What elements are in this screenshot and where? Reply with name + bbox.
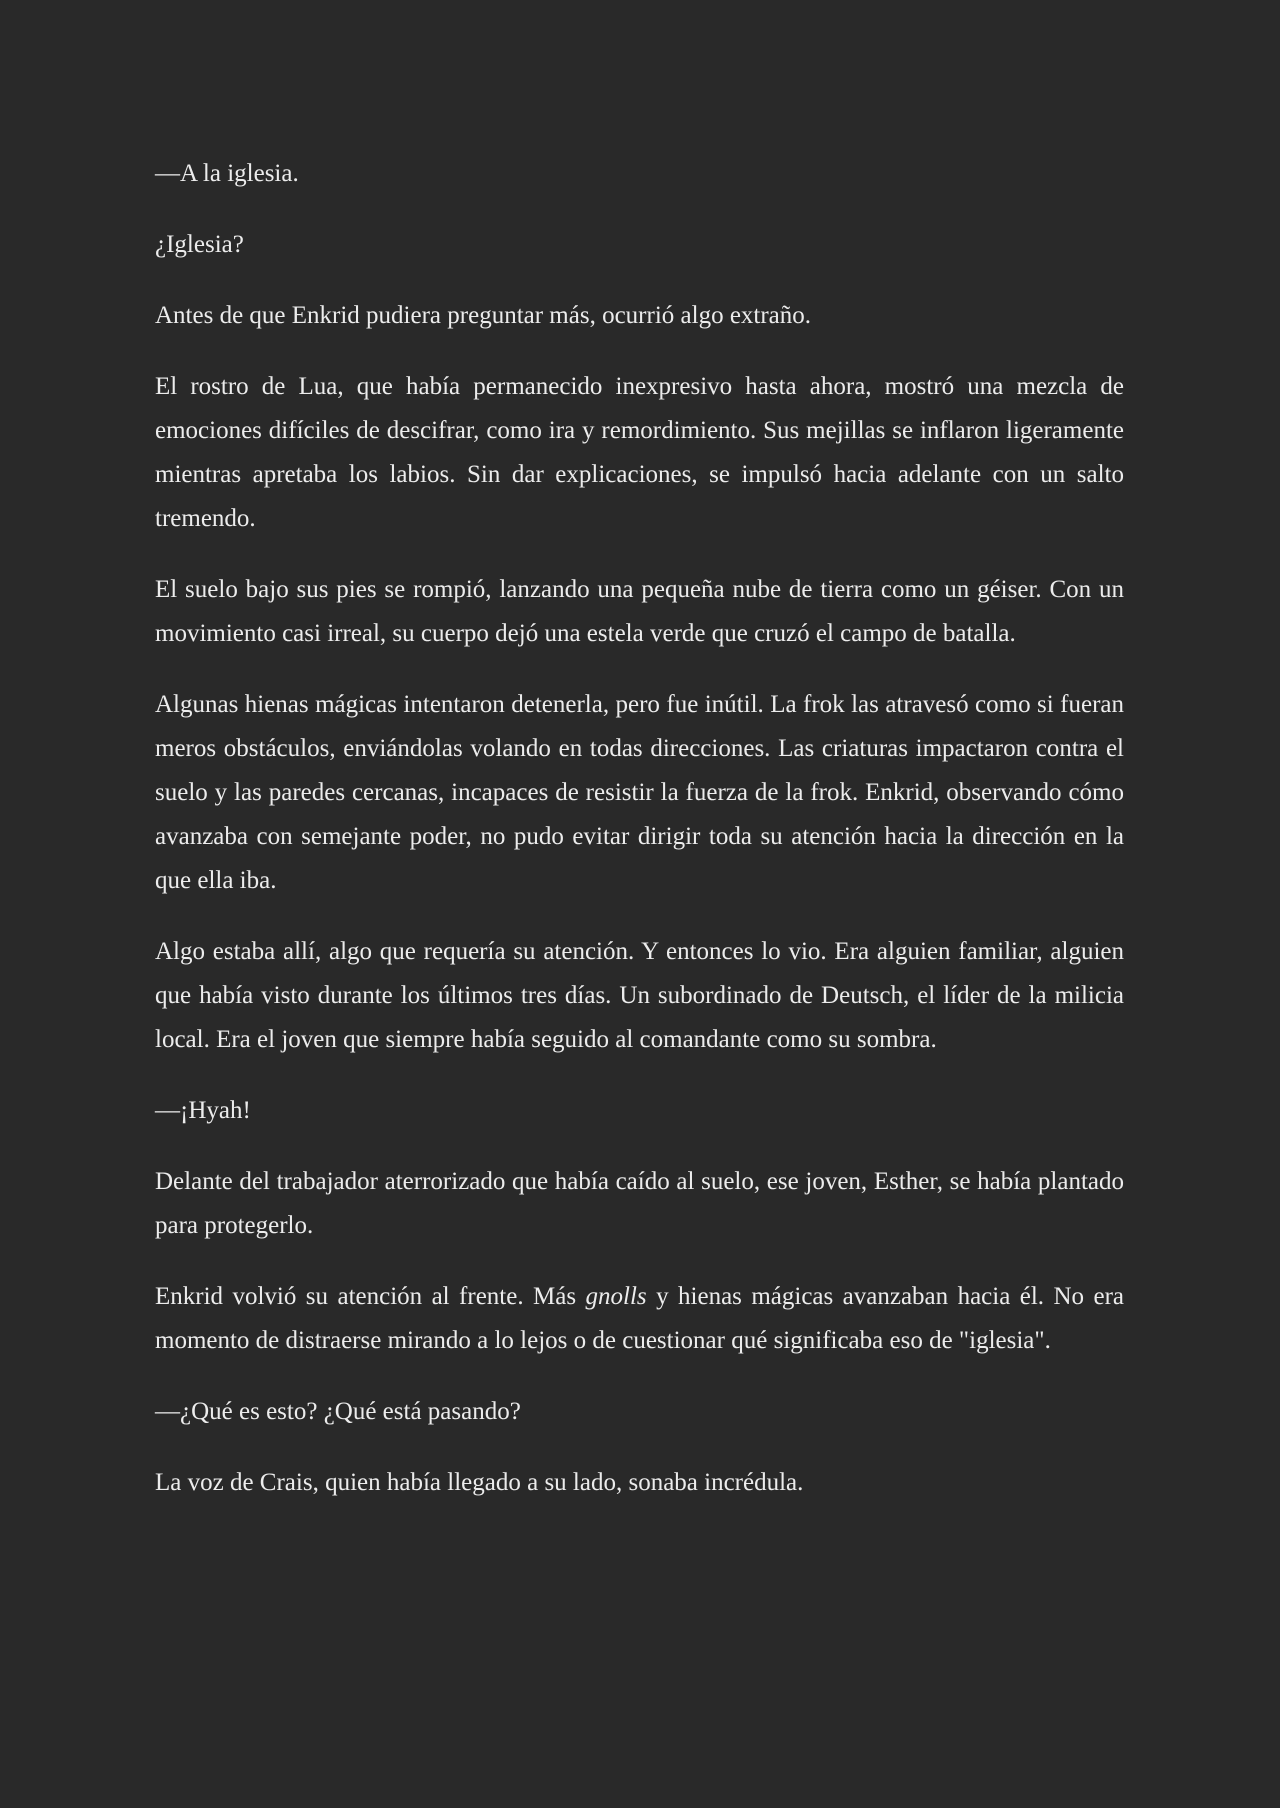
paragraph: Algunas hienas mágicas intentaron detenerla, pero fue inútil. La frok las atravesó como si fueran meros obstáculos, enviándolas volando en todas direcciones. Las criaturas impactaron contra el suelo y las paredes cercanas, incapaces de resistir la fuerza de la frok. Enkrid, observando cómo avanzaba con semejante poder, no pudo evitar dirigir toda su atención hacia la dirección en la que ella iba. [155,691,1124,894]
paragraph-text: y hienas mágicas avanzaban hacia él. No era momento de distraerse mirando a lo lejos o de cuestionar qué significaba eso de "iglesia". [155,1283,1124,1354]
paragraph: Algo estaba allí, algo que requería su atención. Y entonces lo vio. Era alguien familiar, alguien que había visto durante los últimos tres días. Un subordinado de Deutsch, el líder de la milicia local. Era el joven que siempre había seguido al comandante como su sombra. [155,938,1124,1053]
paragraph: ¿Iglesia? [155,231,244,258]
italic-term: gnolls [585,1283,647,1310]
paragraph: El rostro de Lua, que había permanecido inexpresivo hasta ahora, mostró una mezcla de emociones difíciles de descifrar, como ira y remordimiento. Sus mejillas se inflaron ligeramente mientras apretaba los labios. Sin dar explicaciones, se impulsó hacia adelante con un salto tremendo. [155,373,1124,532]
paragraph: —A la iglesia. [155,160,299,187]
paragraph: Antes de que Enkrid pudiera preguntar más, ocurrió algo extraño. [155,302,812,329]
paragraph: El suelo bajo sus pies se rompió, lanzando una pequeña nube de tierra como un géiser. Con un movimiento casi irreal, su cuerpo dejó una estela verde que cruzó el campo de batalla. [155,576,1124,647]
paragraph-text: Enkrid volvió su atención al frente. Más [155,1283,586,1310]
paragraph: La voz de Crais, quien había llegado a su lado, sonaba incrédula. [155,1469,804,1496]
paragraph: —¡Hyah! [155,1097,251,1124]
paragraph: Delante del trabajador aterrorizado que había caído al suelo, ese joven, Esther, se había plantado para protegerlo. [155,1168,1124,1239]
paragraph: —¿Qué es esto? ¿Qué está pasando? [155,1398,521,1425]
paragraph [155,1275,1124,1363]
